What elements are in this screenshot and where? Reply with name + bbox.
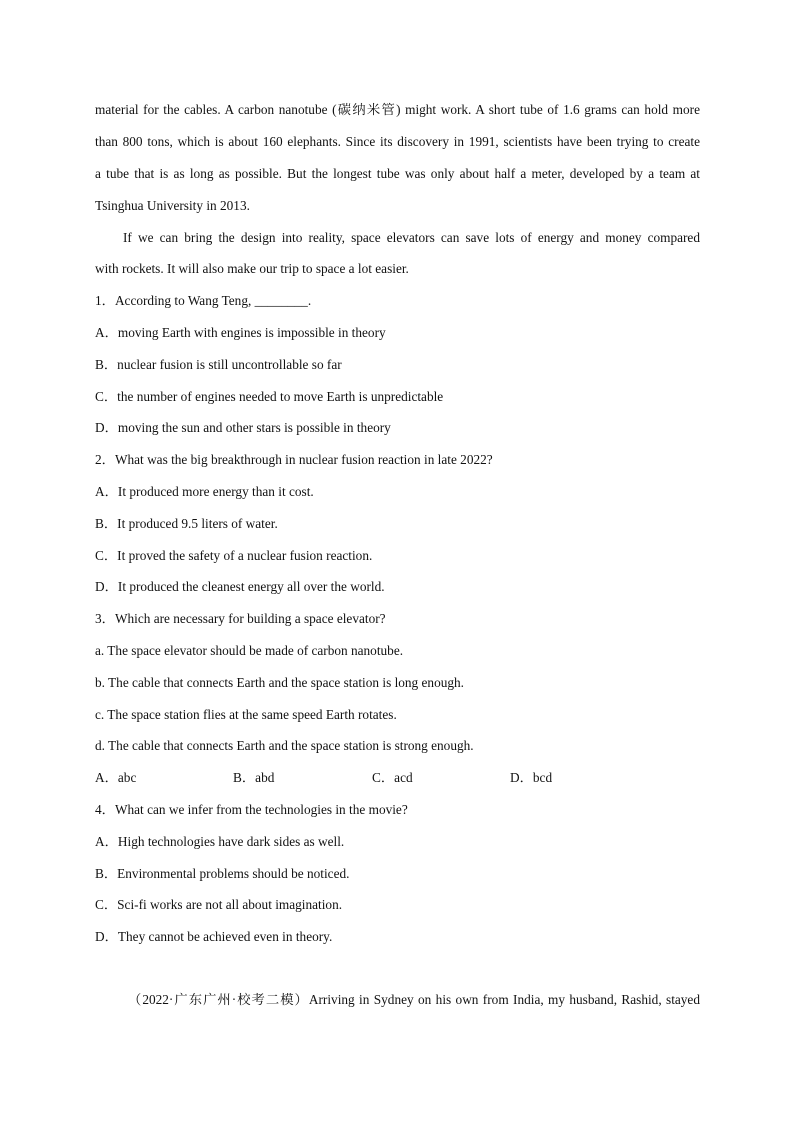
statement-item: b. The cable that connects Earth and the space station is long enough. xyxy=(95,675,465,690)
answer-option: C．acd xyxy=(372,770,413,785)
answer-option: B．nuclear fusion is still uncontrollable so far xyxy=(95,357,342,372)
answer-option: C．It proved the safety of a nuclear fusion reaction. xyxy=(95,548,373,563)
answer-option: D．moving the sun and other stars is possible in theory xyxy=(95,420,391,435)
passage-line: than 800 tons, which is about 160 elephants. Since its discovery in 1991, scientists have been trying to create xyxy=(95,134,700,149)
statement-item: c. The space station flies at the same speed Earth rotates. xyxy=(95,707,397,722)
question-stem: 3．Which are necessary for building a space elevator? xyxy=(95,611,386,626)
answer-option: C．the number of engines needed to move Earth is unpredictable xyxy=(95,389,444,404)
passage-line: If we can bring the design into reality, space elevators can save lots of energy and money compared xyxy=(123,230,700,245)
question-stem: 4．What can we infer from the technologies in the movie? xyxy=(95,802,408,817)
answer-option: A．It produced more energy than it cost. xyxy=(95,484,314,499)
answer-option: B．abd xyxy=(233,770,275,785)
question-stem: 2．What was the big breakthrough in nuclear fusion reaction in late 2022? xyxy=(95,452,493,467)
passage-line: material for the cables. A carbon nanotube (碳纳米管) might work. A short tube of 1.6 grams can hold more xyxy=(95,102,700,117)
next-passage-intro: （2022·广东广州·校考二模）Arriving in Sydney on his own from India, my husband, Rashid, stayed xyxy=(128,992,700,1007)
answer-option: D．bcd xyxy=(510,770,553,785)
statement-item: a. The space elevator should be made of carbon nanotube. xyxy=(95,643,404,658)
passage-line: a tube that is as long as possible. But the longest tube was only about half a meter, developed by a team at xyxy=(95,166,700,181)
passage-line: with rockets. It will also make our trip to space a lot easier. xyxy=(95,261,409,276)
answer-option: C．Sci-fi works are not all about imagination. xyxy=(95,897,343,912)
answer-option: B．Environmental problems should be noticed. xyxy=(95,866,350,881)
answer-option: A．High technologies have dark sides as well. xyxy=(95,834,345,849)
passage-line: Tsinghua University in 2013. xyxy=(95,198,250,213)
answer-option: A．moving Earth with engines is impossible in theory xyxy=(95,325,386,340)
answer-option: D．They cannot be achieved even in theory. xyxy=(95,929,333,944)
answer-option: B．It produced 9.5 liters of water. xyxy=(95,516,278,531)
question-stem: 1．According to Wang Teng, ________. xyxy=(95,293,312,308)
answer-option: D．It produced the cleanest energy all over the world. xyxy=(95,579,385,594)
statement-item: d. The cable that connects Earth and the space station is strong enough. xyxy=(95,738,474,753)
answer-option: A．abc xyxy=(95,770,137,785)
